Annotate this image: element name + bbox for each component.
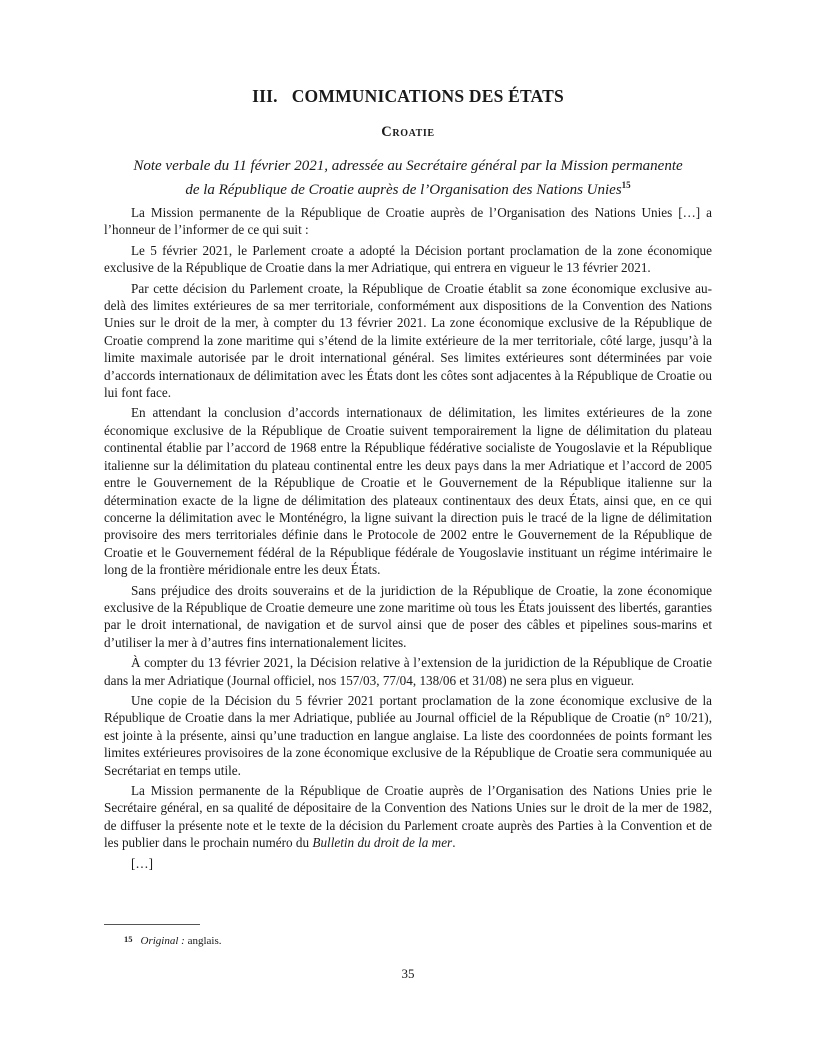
paragraph: Par cette décision du Parlement croate, la République de Croatie établit sa zone économique exclusive au-delà des limites extérieures de sa mer territoriale, conformément aux dispositions de la Convention des Nations Unies sur le droit de la mer, à compter du 13 février 2021. La zone économique exclusive de la République de Croatie comprend la zone maritime qui s’étend de la limite extérieure de la mer territoriale, côté large, jusqu’à la limite maximale autorisée par le droit international général. Ses limites extérieures sont déterminées par voie d’accords internationaux de délimitation avec les États dont les côtes sont adjacentes à la République de Croatie ou lui font face. bbox=[104, 280, 712, 401]
footnote-label: Original : bbox=[140, 935, 185, 947]
section-title bbox=[0, 86, 816, 107]
paragraph-last-end: . bbox=[452, 835, 456, 851]
paragraph: La Mission permanente de la République de Croatie auprès de l’Organisation des Nations Unies […] a l’honneur de l’informer de ce qui suit : bbox=[104, 205, 712, 238]
paragraph: Une copie de la Décision du 5 février 2021 portant proclamation de la zone économique exclusive de la République de Croatie dans la mer Adriatique, publiée au Journal officiel de la République de Croatie (n° 10/21), est jointe à la présente, ainsi qu’une traduction en langue anglaise. La liste des coordonnées de points formant les limites extérieures provisoires de la zone économique exclusive de la République de Croatie sera communiquée au Secrétariat en temps utile. bbox=[104, 692, 712, 778]
footnote-number: 15 bbox=[124, 934, 133, 944]
ellipsis: […] bbox=[131, 855, 153, 871]
paragraph-last-text: La Mission permanente de la République de Croatie auprès de l’Organisation des Nations Unies prie le Secrétaire général, en sa qualité de dépositaire de la Convention des Nations Unies sur le droit de la mer de 1982, de diffuser la présente note et le texte de la décision du Parlement croate auprès des Parties à la Convention et de les publier dans le prochain numéro du bbox=[104, 783, 712, 851]
paragraph: À compter du 13 février 2021, la Décision relative à l’extension de la juridiction de la République de Croatie dans la mer Adriatique (Journal officiel, nos 157/03, 77/04, 138/06 et 31/08) ne sera plus en vigueur. bbox=[104, 655, 712, 688]
paragraph: En attendant la conclusion d’accords internationaux de délimitation, les limites extérieures de la zone économique exclusive de la République de Croatie suivent temporairement la ligne de délimitation du plateau continental établie par l’accord de 1968 entre la République fédérative socialiste de Yougoslavie et la République italienne sur la délimitation du plateau continental entre les deux pays dans la mer Adriatique et l’accord de 2005 entre le Gouvernement de la République de Croatie et le Gouvernement de la République italienne sur la détermination exacte de la ligne de délimitation des plateaux continentaux des deux États, ainsi que, en ce qui concerne la délimitation avec le Monténégro, la ligne suivant la direction puis le tracé de la ligne de délimitation provisoire des mers territoriales définie dans le Protocole de 2002 entre le Gouvernement de la République de Croatie et le Gouvernement fédéral de la République fédérale de Yougoslavie instituant un régime intérimaire le long de la frontière méridionale entre les deux États. bbox=[104, 405, 712, 578]
section-number: III. bbox=[252, 86, 278, 106]
note-heading-line2: de la République de Croatie auprès de l’Organisation des Nations Unies bbox=[185, 182, 622, 198]
bulletin-title: Bulletin du droit de la mer bbox=[312, 835, 453, 851]
paragraph: Le 5 février 2021, le Parlement croate a adopté la Décision portant proclamation de la zone économique exclusive de la République de Croatie dans la mer Adriatique, qui entrera en vigueur le 13 février 2021. bbox=[104, 242, 712, 276]
country-heading: Croatie bbox=[381, 124, 435, 140]
footnote-reference[interactable]: 15 bbox=[621, 180, 631, 190]
note-heading-line1: Note verbale du 11 février 2021, adressée au Secrétaire général par la Mission permanente bbox=[133, 158, 683, 174]
note-heading bbox=[104, 157, 712, 200]
section-heading: COMMUNICATIONS DES ÉTATS bbox=[291, 86, 564, 106]
paragraph: Sans préjudice des droits souverains et de la juridiction de la République de Croatie, la zone économique exclusive de la République de Croatie demeure une zone maritime où tous les États jouissent des libertés, garanties par le droit international, de navigation et de survol ainsi que de poser des câbles et pipelines sous-marins et d’utiliser la mer à d’autres fins internationalement licites. bbox=[104, 582, 712, 650]
footnote-text: anglais. bbox=[184, 935, 222, 947]
footnote bbox=[124, 932, 221, 948]
page-number: 35 bbox=[401, 966, 415, 981]
paragraph-last bbox=[104, 782, 712, 852]
footnote-divider bbox=[104, 924, 200, 925]
body-text bbox=[104, 204, 712, 875]
